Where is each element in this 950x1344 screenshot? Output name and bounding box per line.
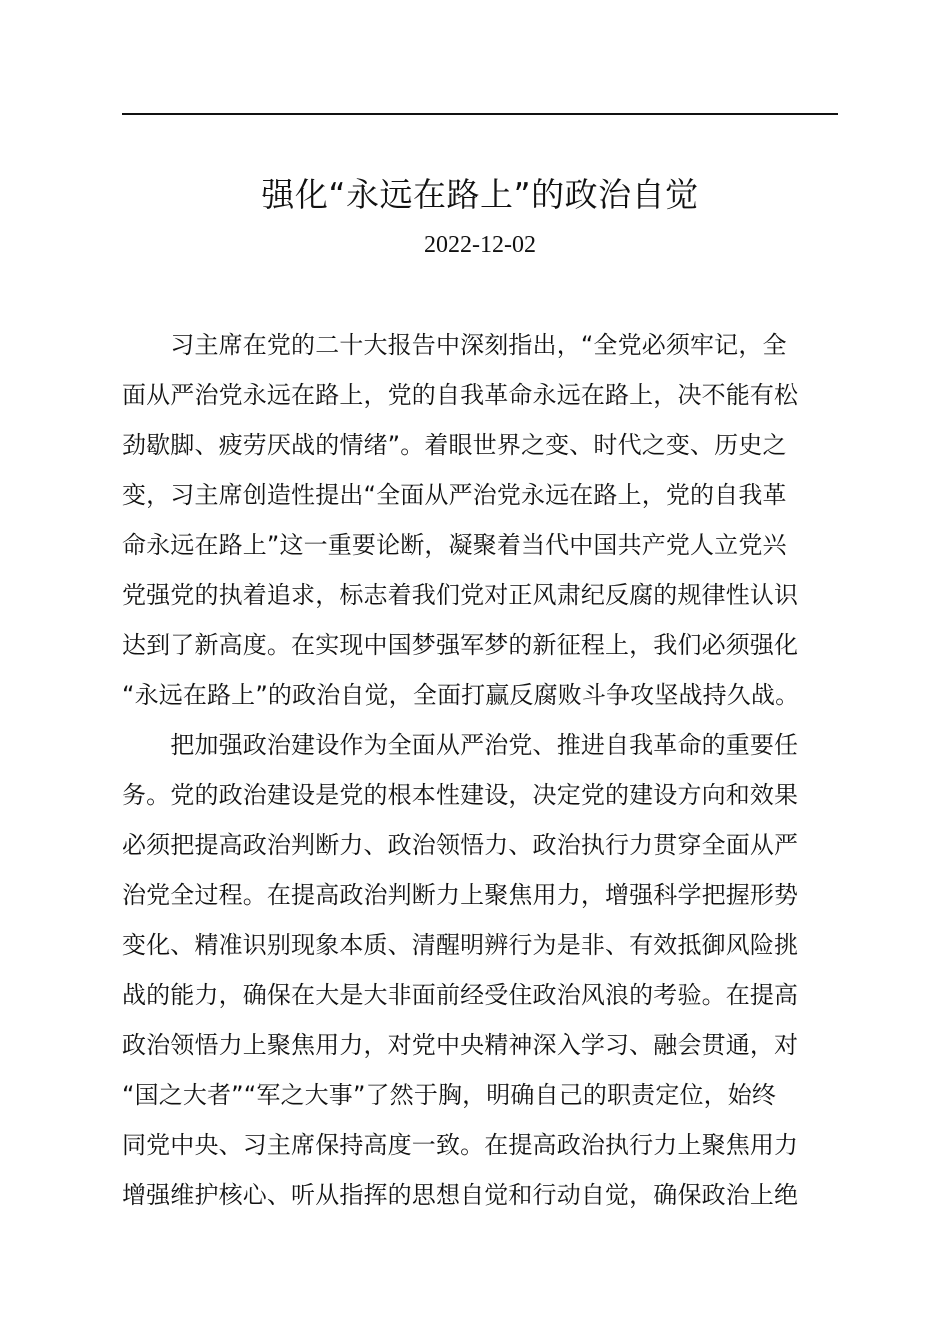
body-line: “永远在路上”的政治自觉，全面打赢反腐败斗争攻坚战持久战。 [122,681,800,709]
body-line: 习主席在党的二十大报告中深刻指出，“全党必须牢记，全 [122,331,787,359]
paragraph-1 [122,320,842,720]
document-date: 2022-12-02 [424,232,536,258]
body-line: 劲歇脚、疲劳厌战的情绪”。着眼世界之变、时代之变、历史之 [122,431,787,459]
body-line: 变化、精准识别现象本质、清醒明辨行为是非、有效抵御风险挑 [122,931,799,959]
document-body [122,320,842,1220]
body-line: 同党中央、习主席保持高度一致。在提高政治执行力上聚焦用力 [122,1131,799,1159]
body-line: 命永远在路上”这一重要论断，凝聚着当代中国共产党人立党兴 [122,531,787,559]
document-title: 强化“永远在路上”的政治自觉 [261,175,699,214]
body-line: 把加强政治建设作为全面从严治党、推进自我革命的重要任 [122,731,799,759]
body-line: 面从严治党永远在路上，党的自我革命永远在路上，决不能有松 [122,381,799,409]
body-line: 达到了新高度。在实现中国梦强军梦的新征程上，我们必须强化 [122,631,799,659]
body-line: “国之大者”“军之大事”了然于胸，明确自己的职责定位，始终 [122,1081,777,1109]
body-line: 战的能力，确保在大是大非面前经受住政治风浪的考验。在提高 [122,981,799,1009]
body-line: 党强党的执着追求，标志着我们党对正风肃纪反腐的规律性认识 [122,581,799,609]
body-line: 变，习主席创造性提出“全面从严治党永远在路上，党的自我革 [122,481,787,509]
body-line: 治党全过程。在提高政治判断力上聚焦用力，增强科学把握形势 [122,881,799,909]
body-line: 政治领悟力上聚焦用力，对党中央精神深入学习、融会贯通，对 [122,1031,799,1059]
body-line: 务。党的政治建设是党的根本性建设，决定党的建设方向和效果 [122,781,799,809]
header-rule [122,113,838,115]
body-line: 增强维护核心、听从指挥的思想自觉和行动自觉，确保政治上绝 [122,1181,799,1209]
body-line: 必须把提高政治判断力、政治领悟力、政治执行力贯穿全面从严 [122,831,799,859]
paragraph-2 [122,720,842,1220]
